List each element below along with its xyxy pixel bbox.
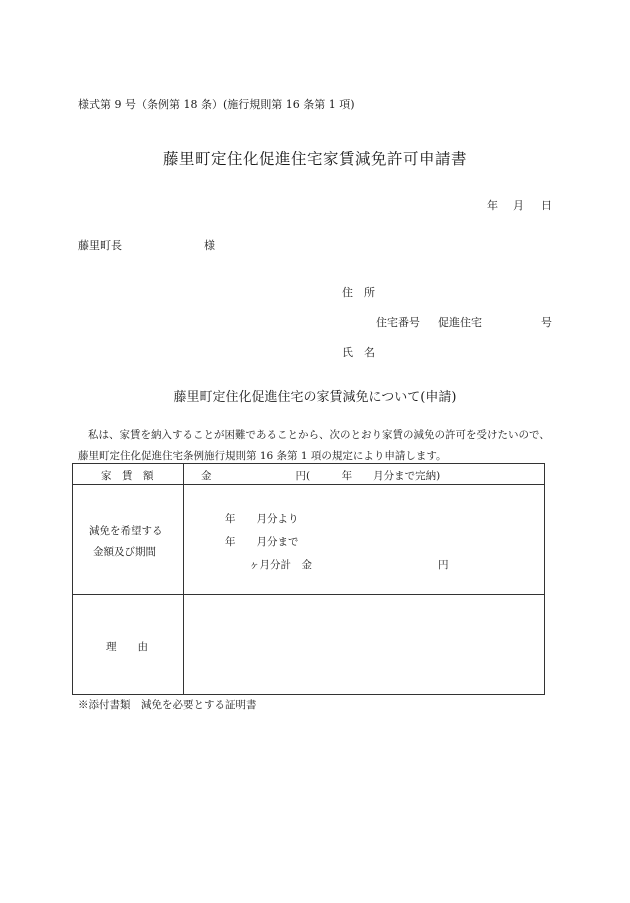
period-to: 年 月分まで bbox=[225, 536, 299, 548]
address-label: 住 所 bbox=[342, 286, 375, 299]
period-total: ヶ月分計 金 円 bbox=[249, 559, 449, 571]
housing-name: 促進住宅 bbox=[438, 316, 482, 329]
body-line-1: 私は、家賃を納入することが困難であることから、次のとおり家賃の減免の許可を受けたいので、 bbox=[88, 429, 550, 441]
rent-value: 金 円( 年 月分まで完納) bbox=[201, 470, 441, 482]
date-day-label: 日 bbox=[541, 199, 552, 212]
date-year-label: 年 bbox=[487, 199, 498, 212]
table-row-divider bbox=[73, 594, 544, 595]
subject-heading: 藤里町定住化促進住宅の家賃減免について(申請) bbox=[173, 390, 457, 405]
period-from: 年 月分より bbox=[225, 513, 299, 525]
table-row-divider bbox=[73, 484, 544, 485]
table-column-divider bbox=[183, 464, 184, 694]
addressee-honorific: 様 bbox=[204, 239, 215, 252]
number-suffix: 号 bbox=[541, 316, 552, 329]
period-label-line-1: 減免を希望する bbox=[89, 525, 163, 537]
date-month-label: 月 bbox=[513, 199, 524, 212]
addressee-name: 藤里町長 bbox=[78, 239, 122, 252]
housing-number-label: 住宅番号 bbox=[376, 316, 420, 329]
form-number: 様式第 9 号（条例第 18 条）(施行規則第 16 条第 1 項) bbox=[78, 98, 355, 111]
body-line-2: 藤里町定住化促進住宅条例施行規則第 16 条第 1 項の規定により申請します。 bbox=[78, 450, 447, 462]
application-table bbox=[72, 463, 545, 695]
reason-label: 理 由 bbox=[106, 641, 148, 653]
name-label: 氏 名 bbox=[342, 346, 375, 359]
attachment-note: ※添付書類 減免を必要とする証明書 bbox=[78, 699, 257, 711]
document-title: 藤里町定住化促進住宅家賃減免許可申請書 bbox=[162, 150, 467, 168]
period-label-line-2: 金額及び期間 bbox=[93, 546, 156, 558]
rent-label: 家 賃 額 bbox=[101, 470, 154, 482]
